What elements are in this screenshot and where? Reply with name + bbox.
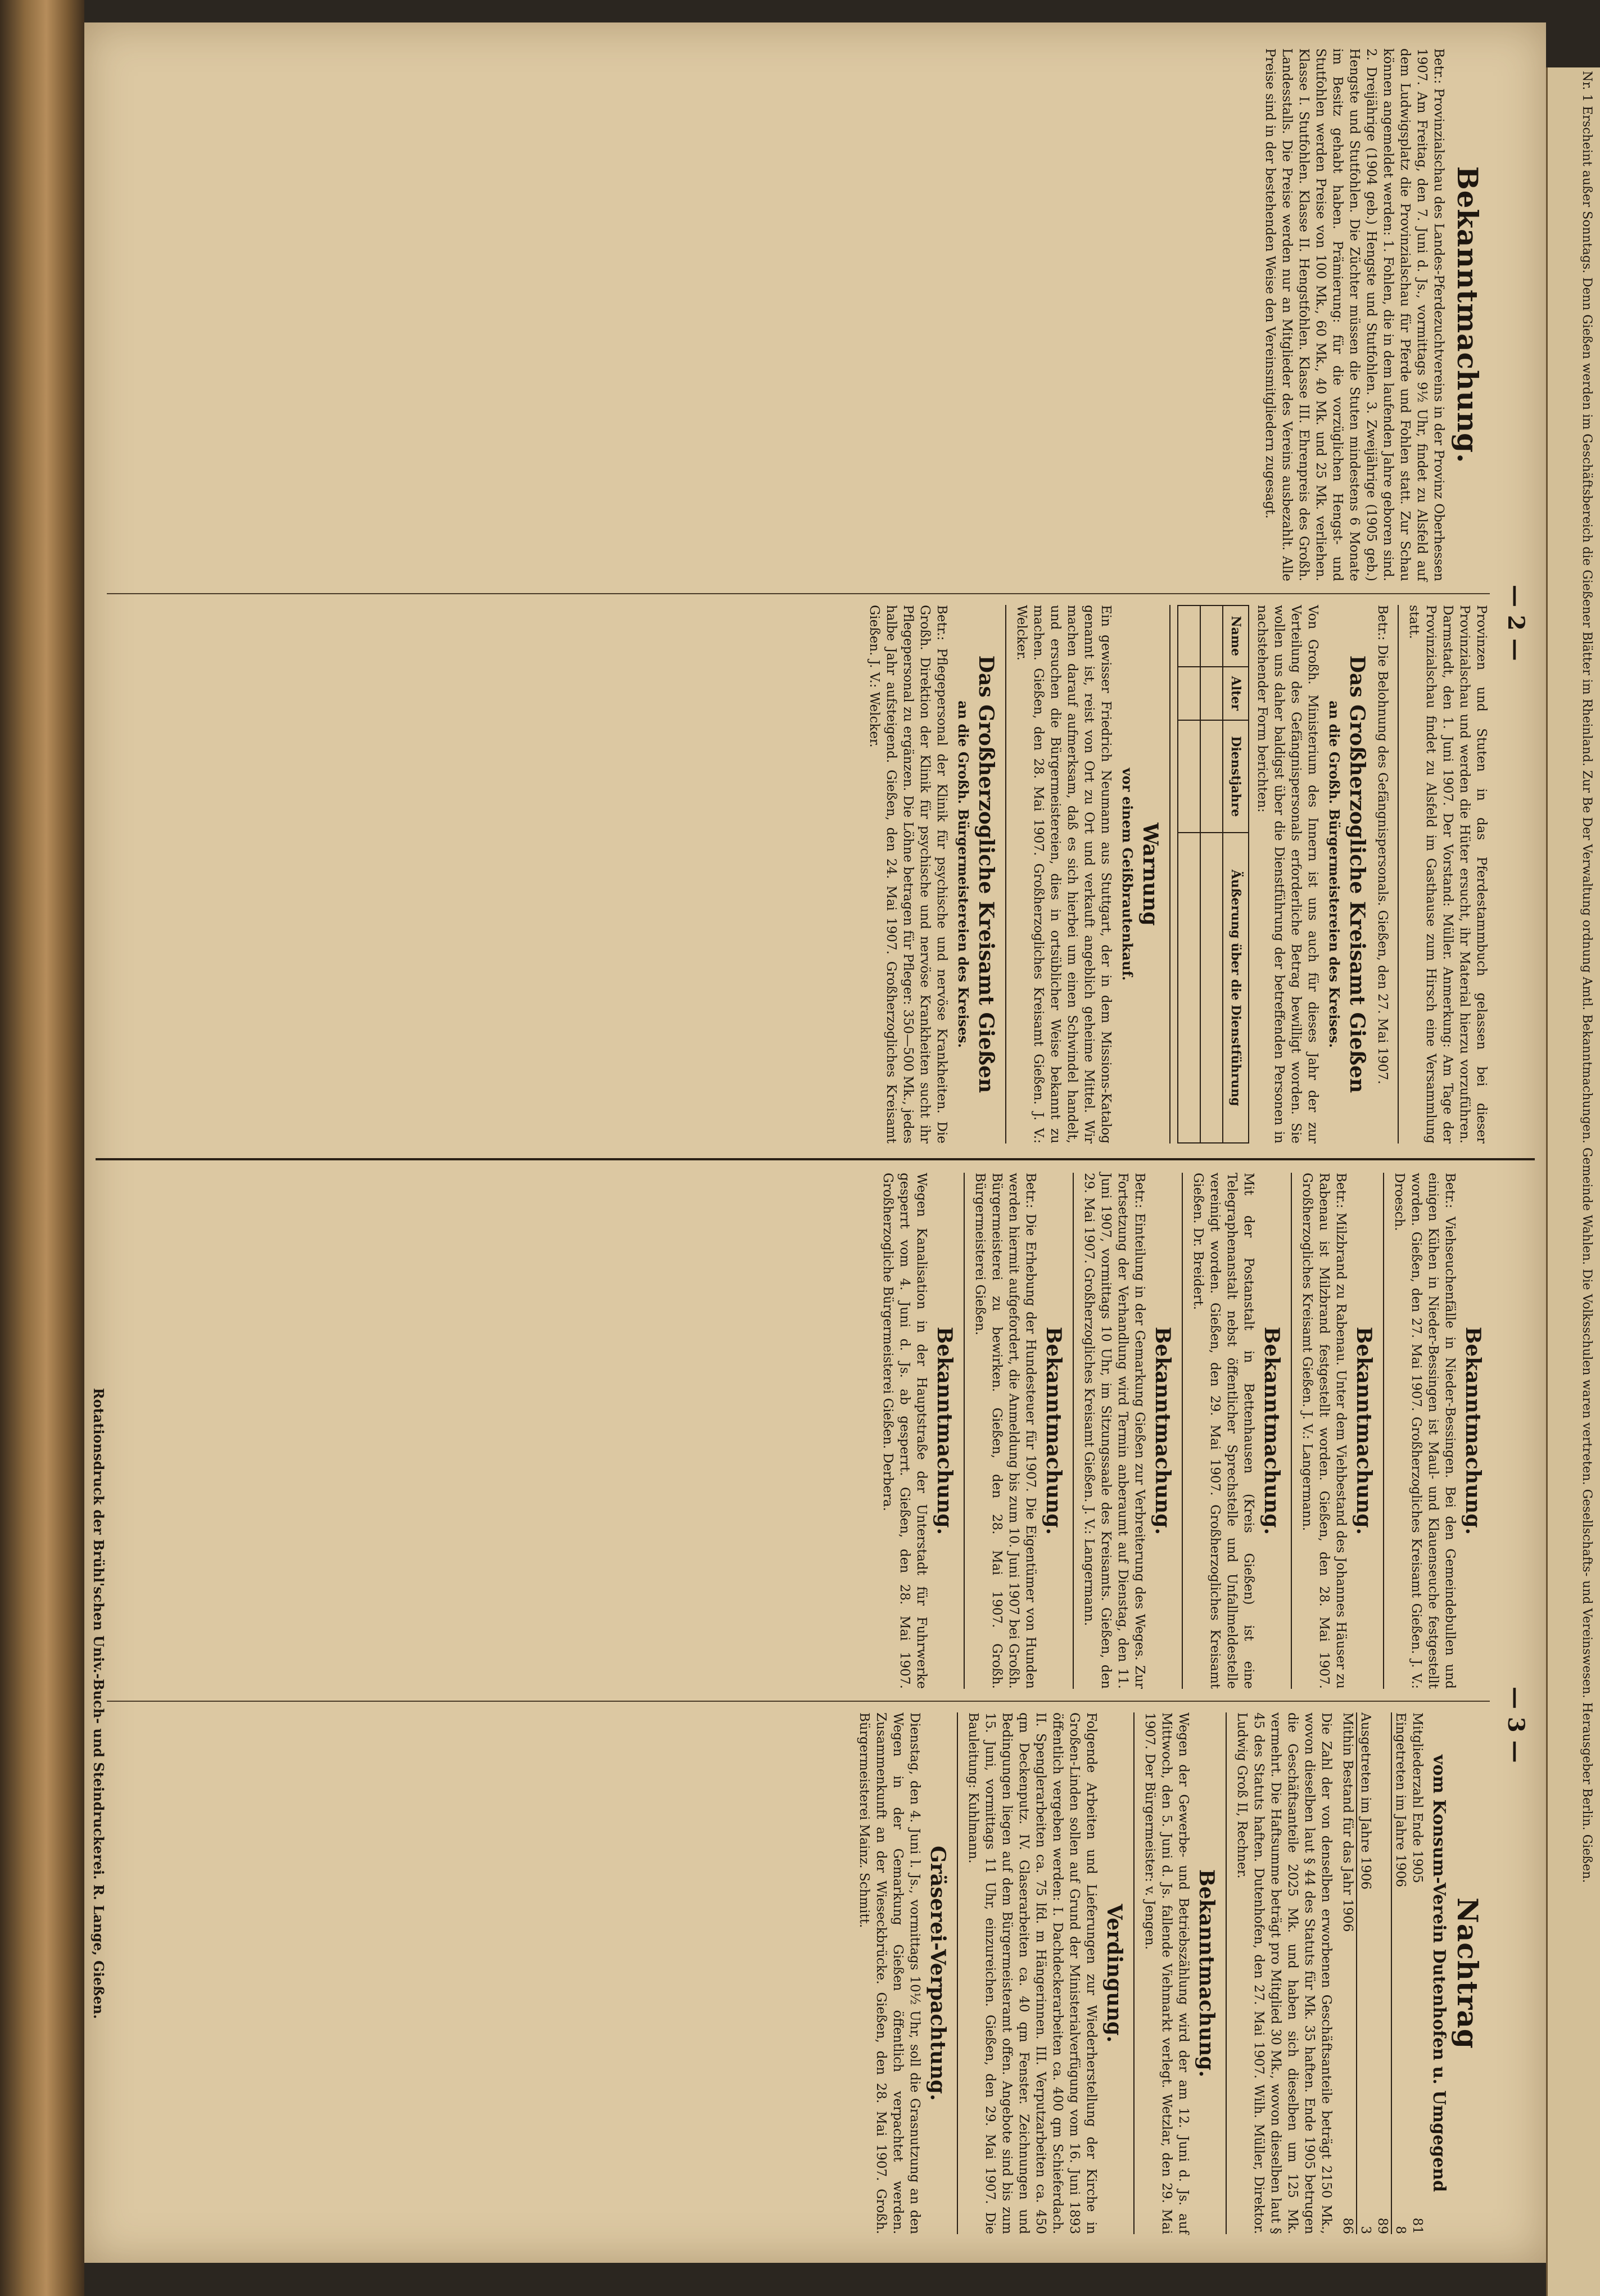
headline: Bekanntmachung. [1352,1326,1376,1535]
article-text: Betr.: Viehseuchenfälle in Nieder-Bessingen. Bei den Gemeindebullen und einigen Kühen in Nieder-Bessingen ist Maul- und Klauenseuche festgestellt worden. Gießen, den 27. Mai 1907. Großherzogliches Kreisamt Gießen. J. V.: Droesch. [1392,1173,1457,1689]
divider [1169,605,1170,1144]
article-text: Betr.: Pflegepersonal der Klinik für psychische und nervöse Krankheiten. Die Großh. Direktion der Klinik für psychische und nervöse Krankheiten sucht ihr Pflegepersonal zu ergänzen. Die Löhne betragen für Pfleger: 350—500 Mk., jedes halbe Jahr aufsteigend. Gießen, den 24. Mai 1907. Großherzogliches Kreisamt Gießen. J. V.: Welcker. [867,605,949,1144]
table-header: Äußerung über die Dienstführung [1223,833,1249,1143]
right-column-2 [107,1709,1490,2238]
article-text: Betr.: Einteilung in der Gemarkung Gießen zur Verbreiterung des Weges. Zur Fortsetzung der Verhandlung wird Termin anberaumt auf Dienstag, den 11. Juni 1907, vormittags 10 Uhr, im Sitzungssaale des Kreisamts. Gießen, den 29. Mai 1907. Großherzogliches Kreisamt Gießen. J. V.: Langermann. [1082,1173,1147,1689]
headline: Verdingung. [1102,1904,1126,2043]
article-text: Mit der Postanstalt in Bettenhausen (Kreis Gießen) ist eine Telegraphenanstalt nebst öffentlicher Sprechstelle und Unfallmeldestelle vereinigt worden. Gießen, den 29. Mai 1907. Großherzogliches Kreisamt Gießen. Dr. Breidert. [1191,1173,1256,1689]
divider [1133,1712,1135,2234]
report-table [1177,605,1249,1144]
divider [957,1712,958,2234]
headline: Bekanntmachung. [1042,1326,1065,1535]
page-number-right: — 3 — [1503,1687,1529,1763]
article-text: Die Zahl der von denselben erworbenen Geschäftsanteile beträgt 2150 Mk., wovon dieselben laut § 44 des Statuts für Mk. 35 haften. Ende 1905 betrugen die Geschäftsanteile 2025 Mk. und haben sich dieselben um 125 Mk. vermehrt. Die Haftsumme beträgt pro Mitglied 30 Mk., wovon dieselben laut § 45 des Statuts haften. Dutenhofen, den 27. Mai 1907. Wilh. Müller, Direktor. Ludwig Groß II, Rechner. [1235,1712,1334,2234]
subheadline: vom Konsum-Verein Dutenhofen u. Umgegend [1429,1755,1449,2192]
left-column-1 [107,45,1490,585]
adjacent-page-strip [1546,67,1600,2296]
article-text: Folgende Arbeiten und Lieferungen zur Wiederherstellung der Kirche in Großen-Linden sollen auf Grund der Ministerialverfügung vom 16. Juni 1893 öffentlich vergeben werden: I. Dachdeckerarbeiten ca. 400 qm Schieferdach. II. Spenglerarbeiten ca. 75 lfd. m Hängerinnen. III. Verputzarbeiten ca. 450 qm Deckenputz. IV. Glaserarbeiten ca. 40 qm Fenster. Zeichnungen und Bedingungen liegen auf dem Bürgermeisteramt offen. Angebote sind bis zum 15. Juni, vormittags 11 Uhr, einzureichen. Gießen, den 29. Mai 1907. Die Bauleitung: Kuhlmann. [966,1712,1099,2234]
article-text: Betr.: Milzbrand zu Rabenau. Unter dem Viehbestand des Johannes Häuser zu Rabenau ist Milzbrand festgestellt worden. Gießen, den 28. Mai 1907. Großherzogliches Kreisamt Gießen. J. V.: Langermann. [1300,1173,1348,1689]
table-header: Dienstjahre [1223,720,1249,833]
right-column-1 [107,1169,1490,1692]
page-number-left: — 2 — [1503,585,1529,661]
column-divider [107,1701,1490,1702]
divider [1398,605,1399,1144]
article-text: Wegen der Gewerbe- und Betriebszählung wird der am 12. Juni d. Js. auf Mittwoch, den 5. Juni d. Js. fallende Viehmarkt verlegt. Wetzlar, den 29. Mai 1907. Der Bürgermeister: v. Jengen. [1142,1712,1191,2234]
subheadline: vor einem Geißbrautenkauf. [1119,767,1136,981]
subheadline: an die Großh. Bürgermeistereien des Kreises. [1326,700,1343,1048]
book-spine [0,0,84,2296]
list-item: Ausgetreten im Jahre 1906 3 [1358,1712,1373,2234]
newspaper-page [84,22,1546,2263]
headline: Nachtrag [1451,1897,1484,2049]
printer-imprint: Rotationsdruck der Brühl'schen Univ.-Buch- und Steindruckerei. R. Lange, Gießen. [91,1387,107,2019]
headline: Das Großherzogliche Kreisamt Gießen [1345,655,1369,1093]
divider [1383,1173,1384,1689]
table-row [1200,605,1223,1143]
divider [1182,1173,1183,1689]
divider [1226,1712,1227,2234]
divider [964,1173,965,1689]
headline: Bekanntmachung. [1461,1326,1485,1535]
page-left [107,45,1490,1147]
list-item: 89 [1374,1712,1392,2234]
article-text: Wegen Kanalisation in der Hauptstraße der Unterstadt für Fuhrwerke gesperrt vom 4. Juni d. Js. ab gesperrt. Gießen, den 28. Mai 1907. Großherzogliche Bürgermeisterei Gießen. Derbera. [880,1173,929,1689]
page-fold-rule [96,1158,1535,1160]
list-item: Eingetreten im Jahre 1906 8 [1393,1712,1408,2234]
article-text: Ein gewisser Friedrich Neumann aus Stuttgart, der in dem Missions-Katalog genannt ist, reist von Ort zu Ort und verkauft angeblich geheime Mittel. Wir machen darauf aufmerksam, daß es sich hierbei um einen Schwindel handelt, und ersuchen die Bürgermeistereien, dies in ortsüblicher Weise bekannt zu machen. Gießen, den 28. Mai 1907. Großherzogliches Kreisamt Gießen. J. V.: Welcker. [1014,605,1113,1144]
left-column-2 [107,602,1490,1147]
list-item: Mithin Bestand für das Jahr 1906 86 [1339,1712,1357,2234]
article-text: Provinzen und Stuten in das Pferdestammbuch gelassen bei dieser Provinzialschau und werden die Hüter ersucht, ihr Material hierzu vorzuführen. Darmstadt, den 1. Juni 1907. Der Vorstand: Müller. Anmerkung: Am Tage der Provinzialschau findet zu Alsfeld im Gasthause zum Hirsch eine Versammlung statt. [1407,605,1489,1144]
table-row [1178,605,1200,1143]
adjacent-page-text: Nr. 1 Erscheint außer Sonntags. Denn Gießen werden im Geschäftsbereich die Gießener Blätter im Rheinland. Zur Be Der Verwaltung ordnung Amtl. Bekanntmachungen. Gemeinde Wahlen. Die Volksschulen waren vertreten. Gesellschafts- und Vereinswesen. Herausgeber Berlin. Gießen. [1580,71,1594,1883]
divider [1291,1173,1292,1689]
headline: Bekanntmachung. [933,1326,956,1535]
rotated-print-area [84,22,1546,2263]
table-header: Alter [1223,667,1249,720]
divider [1073,1173,1074,1689]
headline: Gräserei-Verpachtung. [926,1846,950,2101]
headline: Bekanntmachung. [1260,1326,1283,1535]
headline: Bekanntmachung. [1451,166,1484,464]
headline: Warnung [1138,822,1162,926]
headline: Das Großherzogliche Kreisamt Gießen [974,655,998,1093]
article-text: Von Großh. Ministerium des Innern ist uns auch für dieses Jahr der zur Verteilung des Gefängnispersonals erforderliche Betrag bewilligt worden. Sie wollen uns daher baldigst über die Dienstführung der betreffenden Personen in nachstehender Form berichten: [1255,605,1320,1144]
list-item: Mitgliederzahl Ende 1905 81 [1410,1712,1425,2234]
membership-stats [1339,1712,1426,2234]
article-text: Betr.: Provinzialschau des Landes-Pferdezuchtvereins in der Provinz Oberhessen 1907. Am Freitag, den 7. Juni d. Js., vormittags 9½ Uhr, findet zu Alsfeld auf dem Ludwigsplatz die Provinzialschau für Pferde und Fohlen statt. Zur Schau können angemeldet werden: 1. Fohlen, die in dem laufenden Jahre geboren sind. 2. Dreijährige (1904 geb.) Hengste und Stutfohlen. 3. Zweijährige (1905 geb.) Hengste und Stutfohlen. Die Züchter müssen die Stuten mindestens 6 Monate im Besitz gehabt haben. Prämierung: für die vorzüglichen Hengst- und Stutfohlen werden Preise von 100 Mk., 60 Mk., 40 Mk. und 25 Mk. verliehen. Klasse I. Stutfohlen. Klasse II. Hengstfohlen. Klasse III. Ehrenpreis des Großh. Landesstalls. Die Preise werden nur an Mitglieder des Vereins ausbezahlt. Alle Preise sind in der bestehenden Weise den Vereinsmitgliedern zugesagt. [1263,48,1446,581]
table-header: Name [1223,605,1249,667]
divider [1005,605,1006,1144]
page-right [107,1169,1490,2238]
headline: Bekanntmachung. [1151,1326,1174,1535]
subheadline: an die Großh. Bürgermeistereien des Kreises. [955,700,971,1048]
reference-line: Betr.: Die Belohnung des Gefängnispersonals. Gießen, den 27. Mai 1907. [1375,605,1390,1084]
column-divider [107,593,1490,594]
article-text: Dienstag, den 4. Juni l. Js., vormittags 10½ Uhr, soll die Grasnutzung an den Wegen in der Gemarkung Gießen öffentlich verpachtet werden. Zusammenkunft an der Wieseckbrücke. Gießen, den 28. Mai 1907. Großh. Bürgermeisterei Mainz. Schmitt. [857,1712,922,2234]
article-text: Betr.: Die Erhebung der Hundesteuer für 1907. Die Eigentümer von Hunden werden hiermit aufgefordert, die Anmeldung bis zum 10. Juni 1907 bei Großh. Bürgermeisterei zu bewirken. Gießen, den 28. Mai 1907. Großh. Bürgermeisterei Gießen. [973,1173,1038,1689]
headline: Bekanntmachung. [1195,1869,1218,2078]
